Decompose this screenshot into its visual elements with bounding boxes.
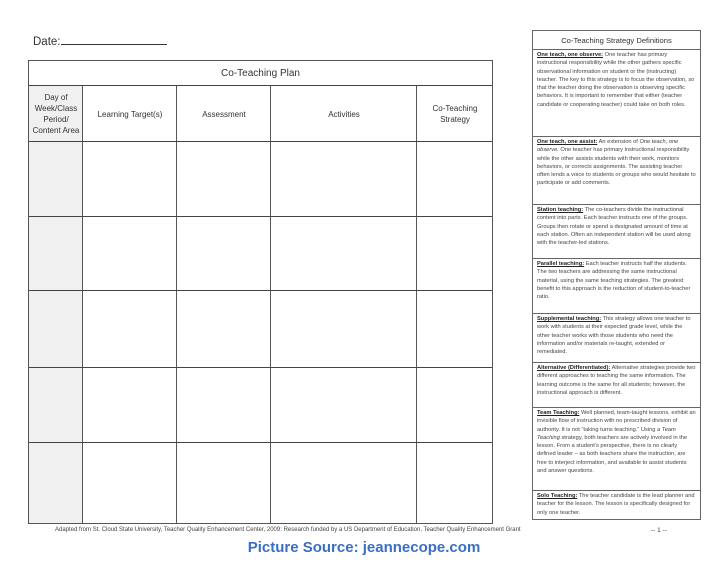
definition-term: Solo Teaching: [537,493,578,499]
definition-solo-teaching [533,491,700,519]
definition-one-teach-one-observe [533,50,700,137]
definition-text: One teacher has primary instructional responsibility while the other gathers specific observational information on student or the (instructing) teacher. The key to this strategy is to focus the observation, so that the teacher doing the observation is observing specific behaviors. It is important to remember that either (teacher candidate or cooperating teacher) could take on both roles. [537,52,695,108]
header-assessment: Assessment [202,109,246,119]
definition-term: Supplemental teaching: [537,316,602,322]
definition-term: Parallel teaching: [537,261,585,267]
row-divider [29,442,492,443]
definition-emphasis: One teach, one observe. [537,139,679,154]
header-learning-targets: Learning Target(s) [97,109,163,119]
definition-one-teach-one-assist [533,137,700,205]
attribution-footer: Adapted from St. Cloud State University, Teacher Quality Enhancement Center, 2009: Research funded by a US Department of Education, Teacher Quality Enhancement Grant [55,527,521,533]
definition-term: Station teaching: [537,207,584,213]
strategy-definitions-panel [532,30,701,520]
definition-text-intro: An extension of [597,139,640,145]
row-divider [29,367,492,368]
date-blank-line[interactable] [61,33,167,45]
column-divider [176,86,177,523]
column-divider [82,86,83,523]
definition-text: The teacher candidate is the lead planner and teacher for the lesson. The lesson is specifically designed for only one teacher. [537,493,695,516]
date-field[interactable] [33,33,167,48]
header-co-teaching-strategy: Co-Teaching Strategy [432,104,478,124]
row-divider [29,141,492,142]
definition-team-teaching [533,408,700,491]
first-column-shading [29,86,83,523]
definition-supplemental-teaching [533,314,700,363]
co-teaching-plan-table [28,60,493,524]
definition-term: Team Teaching: [537,410,580,416]
row-divider [29,290,492,291]
date-label: Date: [33,36,61,48]
plan-title: Co-Teaching Plan [29,61,492,86]
definition-text: One teacher has primary instructional responsibility while the other assists students with their work, monitors behaviors, or corrects assignments. The assisting teacher often lends a voice to students or groups who would hesitate to participate or add comments. [537,147,696,187]
definitions-title: Co-Teaching Strategy Definitions [533,31,700,50]
header-activities: Activities [328,109,360,119]
column-divider [270,86,271,523]
definition-term: One teach, one observe: [537,52,604,58]
definition-term: One teach, one assist: [537,139,598,145]
header-day-period-area: Day of Week/Class Period/ Content Area [32,93,80,135]
definition-text-intro: Well planned, team-taught lessons, exhibit an invisible flow of instruction with no prescribed division of authority. It is not “taking turns teaching.” Using a [537,410,696,433]
row-divider [29,216,492,217]
definition-text: strategy, both teachers are actively involved in the lesson. From a student’s perspective, there is no clearly defined leader – as both teachers share the instruction, are free to interject information, and available to assist students and answer questions. [537,434,688,475]
definition-alternative-differentiated [533,363,700,408]
definition-text: Alternative strategies provide two different approaches to teaching the same information. The learning outcome is the same for all students; however, the instructional approach is different. [537,365,696,396]
definition-term: Alternative (Differentiated): [537,365,611,371]
definition-text: The co-teachers divide the instructional content into parts. Each teacher instructs one of the groups. Groups then rotate or spend a designated amount of time at each station. Often an independent station will be used along with the teacher-led stations. [537,207,691,247]
definition-emphasis: Team Teaching [537,426,676,441]
definition-text: Each teacher instructs half the students. The two teachers are addressing the same instructional material, using the same teaching strategies. The greatest benefit to this approach is the reduction of student-to-teacher ratio. [537,261,691,301]
column-divider [416,86,417,523]
definition-text: This strategy allows one teacher to work with students at their expected grade level, while the other teacher works with those students who need the information and/or materials re-taught, extended or remediated. [537,316,691,356]
picture-source-caption: Picture Source: jeannecope.com [247,539,481,556]
page-number: -- 1 -- [651,527,667,534]
definition-station-teaching [533,205,700,259]
definition-parallel-teaching [533,259,700,314]
